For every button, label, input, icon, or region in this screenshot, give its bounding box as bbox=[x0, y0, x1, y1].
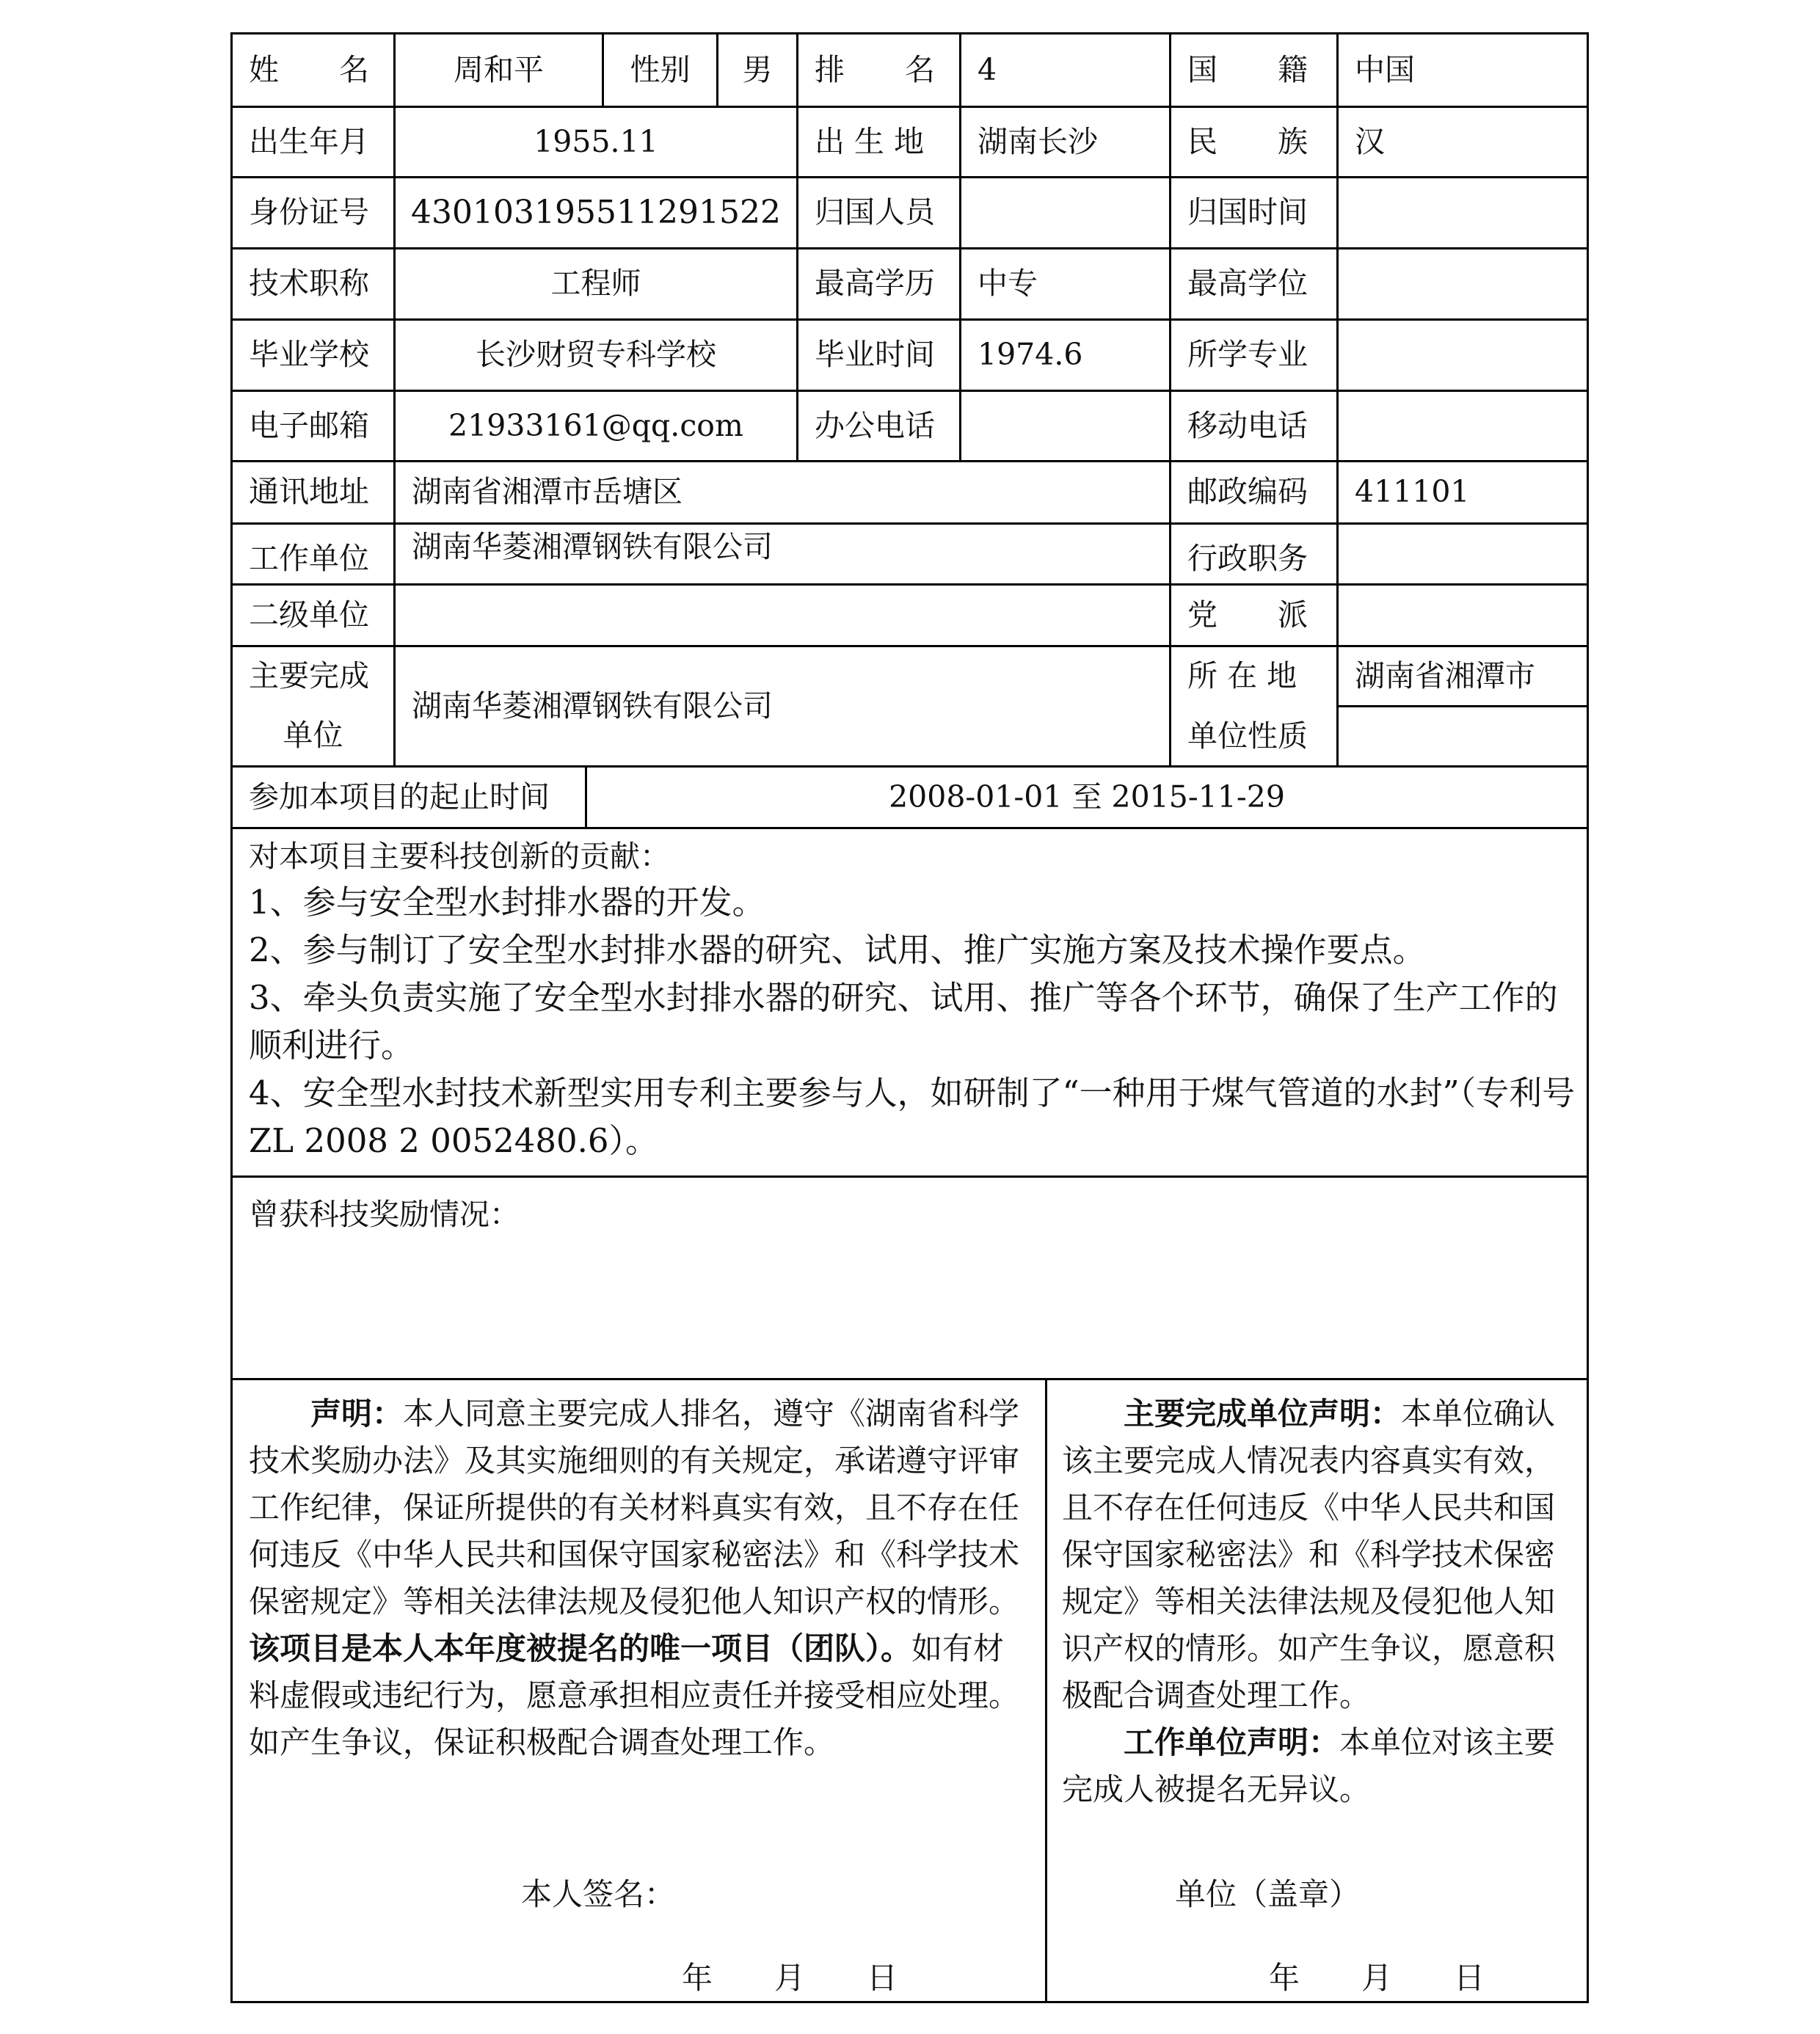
personal-declaration bbox=[249, 1390, 1028, 1766]
location-value: 湖南省湘潭市 bbox=[1355, 657, 1535, 693]
awards-heading: 曾获科技奖励情况： bbox=[249, 1197, 520, 1232]
main-unit-value: 湖南华菱湘潭钢铁有限公司 bbox=[412, 688, 773, 723]
contribution-item: 1、参与安全型水封排水器的开发。 bbox=[249, 883, 765, 922]
signature-label: 本人签名： bbox=[521, 1876, 676, 1912]
birth-label: 出生年月 bbox=[249, 123, 369, 159]
birthplace-value: 湖南长沙 bbox=[978, 123, 1098, 159]
employer-declaration-label: 工作单位声明： bbox=[1124, 1724, 1340, 1760]
name-label: 姓 名 bbox=[249, 51, 369, 87]
ethnic-label: 民 族 bbox=[1187, 123, 1308, 159]
unit-date-label: 年 月 日 bbox=[1269, 1960, 1485, 1996]
rank-value: 4 bbox=[978, 51, 997, 87]
rank-label: 排 名 bbox=[815, 51, 935, 87]
personal-declaration-label: 声明： bbox=[310, 1396, 404, 1432]
unit-nature-label: 单位性质 bbox=[1187, 718, 1308, 754]
postcode-label: 邮政编码 bbox=[1187, 474, 1308, 510]
email-value: 21933161@qq.com bbox=[448, 407, 743, 443]
period-value: 2008-01-01 至 2015-11-29 bbox=[889, 779, 1285, 814]
row-divider bbox=[233, 1378, 1587, 1380]
location-label: 所 在 地 bbox=[1187, 657, 1297, 693]
nominee-info-form bbox=[230, 32, 1589, 2003]
contribution-item: 3、牵头负责实施了安全型水封排水器的研究、试用、推广等各个环节，确保了生产工作的顺利进行。 bbox=[249, 978, 1558, 1065]
ethnic-value: 汉 bbox=[1355, 123, 1385, 159]
unit-stamp-label: 单位（盖章） bbox=[1175, 1876, 1361, 1912]
degree-value bbox=[1339, 249, 1587, 318]
contribution-heading: 对本项目主要科技创新的贡献： bbox=[249, 839, 670, 874]
contribution-item: 4、安全型水封技术新型实用专利主要参与人，如研制了“一种用于煤气管道的水封”（专利号 ZL 2008 2 0052480.6）。 bbox=[249, 1074, 1576, 1160]
postcode-value: 411101 bbox=[1355, 474, 1470, 510]
position-label: 行政职务 bbox=[1187, 541, 1308, 577]
personal-declaration-bold: 该项目是本人本年度被提名的唯一项目（团队）。 bbox=[249, 1630, 912, 1666]
address-label: 通讯地址 bbox=[249, 474, 369, 510]
id-label: 身份证号 bbox=[249, 194, 369, 230]
nationality-label: 国 籍 bbox=[1187, 51, 1308, 87]
sub-unit-label: 二级单位 bbox=[249, 597, 369, 633]
office-phone-value bbox=[961, 392, 1169, 460]
col-divider bbox=[1045, 1378, 1047, 2001]
personal-declaration-text-2: 如有材料虚假或违纪行为，愿意承担相应责任并接受相应处理。如产生争议，保证积极配合调查处理工作。 bbox=[249, 1630, 1020, 1760]
contribution-item: 2、参与制订了安全型水封排水器的研究、试用、推广实施方案及技术操作要点。 bbox=[249, 930, 1426, 969]
name-value: 周和平 bbox=[454, 51, 544, 87]
party-label: 党 派 bbox=[1187, 597, 1308, 633]
returnee-label: 归国人员 bbox=[815, 194, 935, 230]
mobile-label: 移动电话 bbox=[1187, 407, 1308, 443]
unit-declaration bbox=[1062, 1390, 1576, 1719]
nationality-value: 中国 bbox=[1355, 51, 1415, 87]
degree-label: 最高学位 bbox=[1187, 266, 1308, 302]
address-value: 湖南省湘潭市岳塘区 bbox=[412, 474, 682, 510]
contribution-section bbox=[249, 834, 1577, 1164]
email-label: 电子邮箱 bbox=[249, 407, 369, 443]
tech-title-value: 工程师 bbox=[550, 266, 641, 302]
id-value: 430103195511291522 bbox=[411, 193, 781, 231]
period-label: 参加本项目的起止时间 bbox=[249, 779, 550, 814]
birthplace-label: 出 生 地 bbox=[815, 123, 925, 159]
office-phone-label: 办公电话 bbox=[815, 407, 935, 443]
return-time-label: 归国时间 bbox=[1187, 194, 1308, 230]
grad-time-value: 1974.6 bbox=[978, 337, 1083, 373]
gender-label: 性别 bbox=[630, 51, 691, 87]
employer-declaration bbox=[1062, 1719, 1576, 1813]
personal-declaration-text: 本人同意主要完成人排名，遵守《湖南省科学技术奖励办法》及其实施细则的有关规定，承诺遵守评审工作纪律，保证所提供的有关材料真实有效，且不存在任何违反《中华人民共和国保守国家秘密法》和《科学技术保密规定》等相关法律法规及侵犯他人知识产权的情形。 bbox=[249, 1396, 1020, 1619]
unit-nature-value bbox=[1339, 707, 1587, 765]
birth-value: 1955.11 bbox=[534, 123, 658, 159]
employer-value: 湖南华菱湘潭钢铁有限公司 bbox=[412, 529, 773, 564]
unit-declaration-text: 本单位确认该主要完成人情况表内容真实有效，且不存在任何违反《中华人民共和国保守国家秘密法》和《科学技术保密规定》等相关法律法规及侵犯他人知识产权的情形。如产生争议，愿意积极配合调查处理工作。 bbox=[1062, 1396, 1556, 1713]
mobile-value bbox=[1339, 392, 1587, 460]
employer-label: 工作单位 bbox=[249, 541, 369, 577]
returnee-value bbox=[961, 178, 1169, 247]
sub-unit-value bbox=[396, 586, 1169, 645]
unit-declaration-label: 主要完成单位声明： bbox=[1124, 1396, 1402, 1432]
return-time-value bbox=[1339, 178, 1587, 247]
school-value: 长沙财贸专科学校 bbox=[476, 337, 716, 373]
position-value bbox=[1339, 525, 1587, 583]
gender-value: 男 bbox=[742, 51, 773, 87]
grad-time-label: 毕业时间 bbox=[815, 337, 935, 373]
personal-date-label: 年 月 日 bbox=[682, 1960, 898, 1996]
major-label: 所学专业 bbox=[1187, 337, 1308, 373]
row-divider bbox=[233, 1175, 1587, 1178]
tech-title-label: 技术职称 bbox=[249, 266, 369, 302]
party-value bbox=[1339, 586, 1587, 645]
employer-declaration-text: 本单位对该主要完成人被提名无异议。 bbox=[1062, 1724, 1556, 1807]
education-label: 最高学历 bbox=[815, 266, 935, 302]
school-label: 毕业学校 bbox=[249, 337, 369, 373]
row-divider bbox=[233, 827, 1587, 829]
main-unit-label-line2: 单位 bbox=[283, 717, 343, 753]
main-unit-label-line1: 主要完成 bbox=[249, 658, 369, 694]
major-value bbox=[1339, 321, 1587, 390]
education-value: 中专 bbox=[978, 266, 1038, 302]
